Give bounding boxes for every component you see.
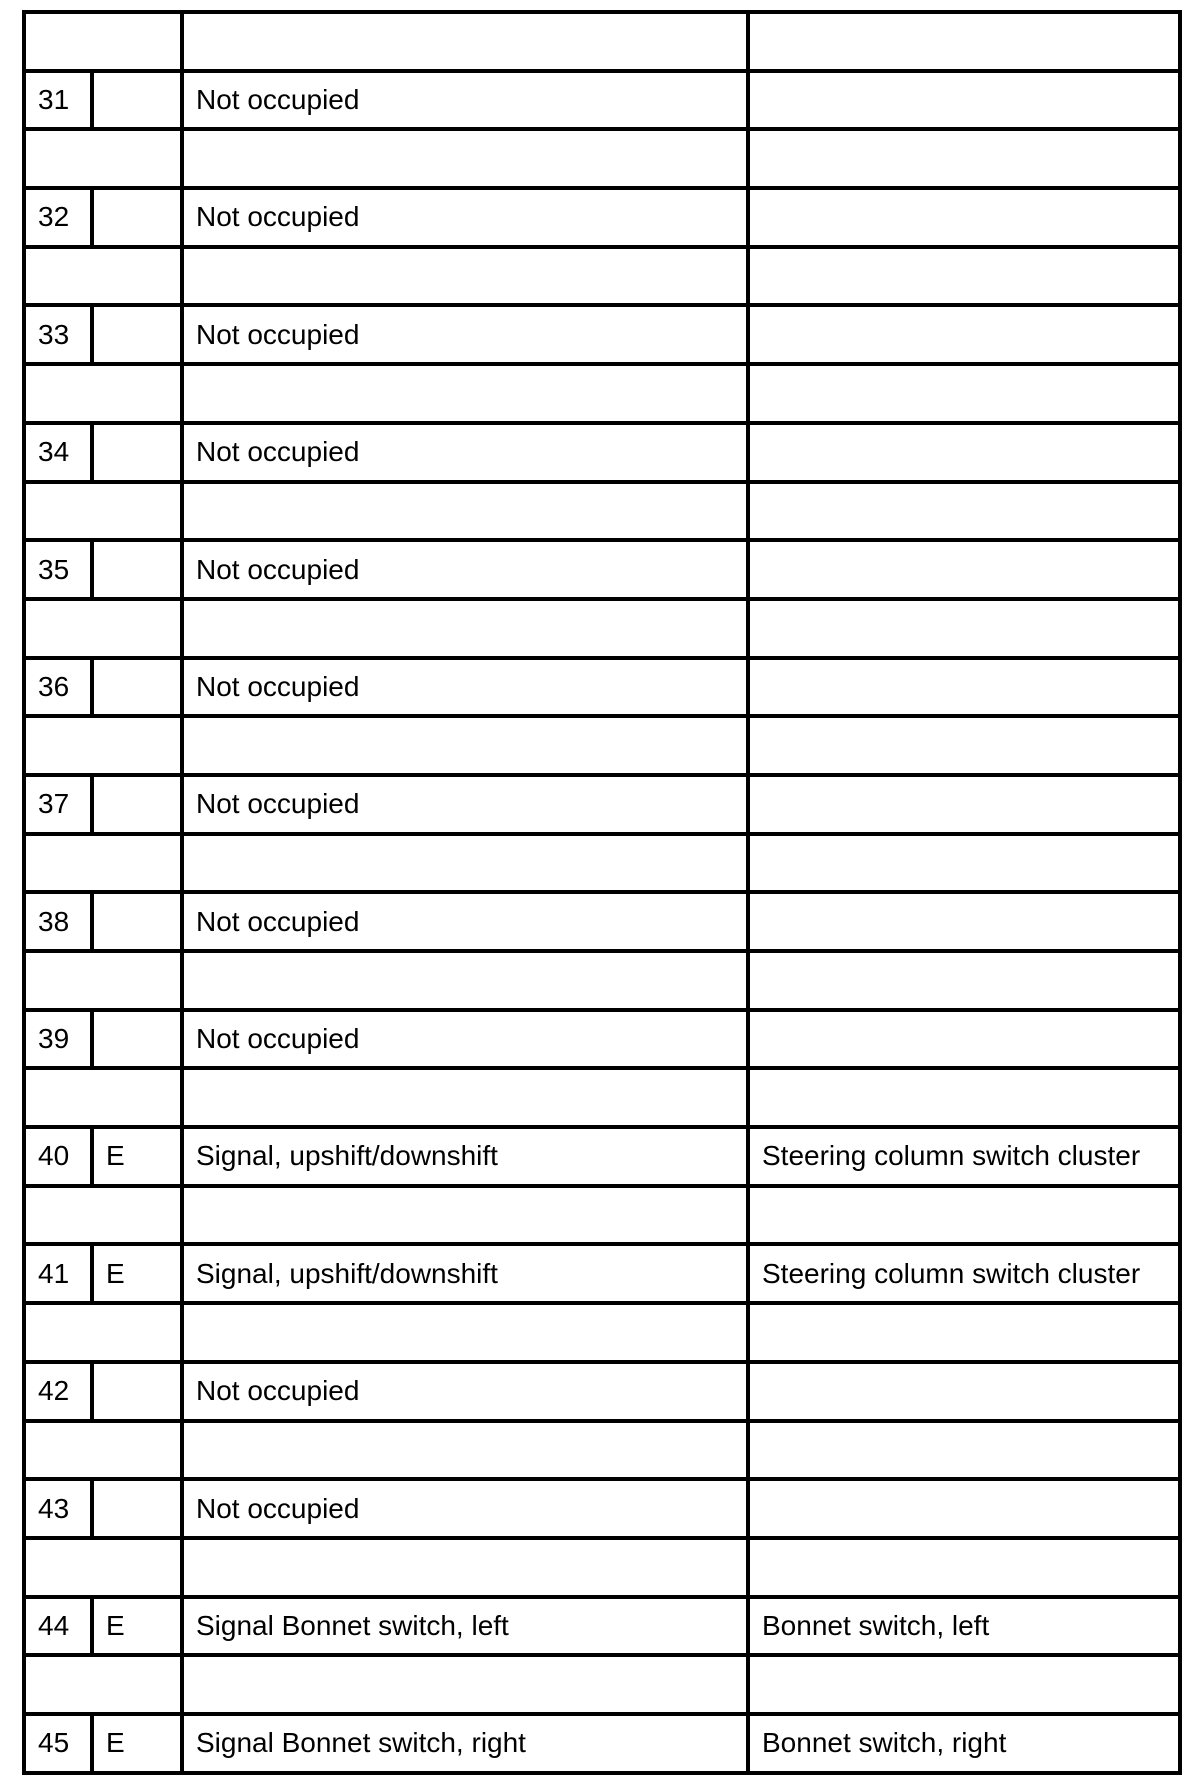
- description-cell: Not occupied: [182, 305, 748, 364]
- table-row: [24, 775, 1180, 834]
- description-cell: Not occupied: [182, 892, 748, 951]
- spacer-row: [24, 1068, 1180, 1127]
- header-cell-pin: [24, 12, 182, 71]
- table-row: [24, 1597, 1180, 1656]
- spacer-cell-pin: [24, 1538, 182, 1597]
- table-row: [24, 71, 1180, 130]
- description-cell: Not occupied: [182, 540, 748, 599]
- table-row: [24, 1479, 1180, 1538]
- type-cell: [92, 71, 182, 130]
- table-row: [24, 305, 1180, 364]
- table-row: [24, 1362, 1180, 1421]
- component-cell: Steering column switch cluster: [748, 1127, 1180, 1186]
- component-cell: [748, 540, 1180, 599]
- component-cell: [748, 423, 1180, 482]
- pin-assignment-table-container: [22, 10, 1178, 1772]
- spacer-row: [24, 364, 1180, 423]
- spacer-row: [24, 1421, 1180, 1480]
- spacer-cell-pin: [24, 1421, 182, 1480]
- spacer-cell-description: [182, 1303, 748, 1362]
- type-cell: [92, 1010, 182, 1069]
- spacer-row: [24, 1186, 1180, 1245]
- spacer-cell-description: [182, 364, 748, 423]
- spacer-cell-component: [748, 1068, 1180, 1127]
- pin-cell: 39: [24, 1010, 92, 1069]
- spacer-row: [24, 716, 1180, 775]
- header-cell-component: [748, 12, 1180, 71]
- table-row: [24, 658, 1180, 717]
- description-cell: Not occupied: [182, 188, 748, 247]
- spacer-cell-component: [748, 247, 1180, 306]
- type-cell: [92, 775, 182, 834]
- spacer-cell-component: [748, 716, 1180, 775]
- spacer-cell-description: [182, 834, 748, 893]
- component-cell: [748, 1010, 1180, 1069]
- type-cell: [92, 1362, 182, 1421]
- description-cell: Signal Bonnet switch, left: [182, 1597, 748, 1656]
- component-cell: [748, 1479, 1180, 1538]
- spacer-cell-pin: [24, 1186, 182, 1245]
- pin-cell: 32: [24, 188, 92, 247]
- spacer-row: [24, 951, 1180, 1010]
- spacer-row: [24, 482, 1180, 541]
- type-cell: [92, 188, 182, 247]
- component-cell: Steering column switch cluster: [748, 1244, 1180, 1303]
- spacer-row: [24, 1303, 1180, 1362]
- spacer-row: [24, 599, 1180, 658]
- pin-cell: 33: [24, 305, 92, 364]
- spacer-row: [24, 1538, 1180, 1597]
- spacer-cell-component: [748, 1538, 1180, 1597]
- component-cell: [748, 1362, 1180, 1421]
- pin-assignment-table: [22, 10, 1182, 1775]
- pin-cell: 42: [24, 1362, 92, 1421]
- spacer-cell-component: [748, 599, 1180, 658]
- table-row: [24, 892, 1180, 951]
- spacer-cell-description: [182, 1421, 748, 1480]
- type-cell: [92, 658, 182, 717]
- type-cell: [92, 892, 182, 951]
- header-row: [24, 12, 1180, 71]
- spacer-cell-description: [182, 1068, 748, 1127]
- pin-cell: 38: [24, 892, 92, 951]
- component-cell: [748, 71, 1180, 130]
- spacer-cell-description: [182, 1655, 748, 1714]
- pin-cell: 31: [24, 71, 92, 130]
- type-cell: [92, 305, 182, 364]
- spacer-cell-pin: [24, 1068, 182, 1127]
- description-cell: Not occupied: [182, 423, 748, 482]
- description-cell: Signal, upshift/downshift: [182, 1244, 748, 1303]
- spacer-cell-description: [182, 599, 748, 658]
- pin-cell: 37: [24, 775, 92, 834]
- spacer-row: [24, 834, 1180, 893]
- description-cell: Not occupied: [182, 1010, 748, 1069]
- table-row: [24, 423, 1180, 482]
- header-cell-description: [182, 12, 748, 71]
- type-cell: [92, 1479, 182, 1538]
- pin-cell: 34: [24, 423, 92, 482]
- table-row: [24, 1714, 1180, 1773]
- spacer-row: [24, 247, 1180, 306]
- spacer-cell-pin: [24, 599, 182, 658]
- table-row: [24, 188, 1180, 247]
- spacer-cell-pin: [24, 482, 182, 541]
- spacer-cell-component: [748, 364, 1180, 423]
- spacer-cell-component: [748, 1186, 1180, 1245]
- table-row: [24, 1244, 1180, 1303]
- spacer-cell-pin: [24, 1303, 182, 1362]
- spacer-row: [24, 129, 1180, 188]
- description-cell: Not occupied: [182, 71, 748, 130]
- spacer-cell-description: [182, 1538, 748, 1597]
- component-cell: [748, 658, 1180, 717]
- spacer-cell-pin: [24, 834, 182, 893]
- type-cell: E: [92, 1127, 182, 1186]
- spacer-cell-component: [748, 129, 1180, 188]
- spacer-cell-pin: [24, 1655, 182, 1714]
- spacer-cell-pin: [24, 716, 182, 775]
- spacer-cell-component: [748, 1303, 1180, 1362]
- table-row: [24, 1127, 1180, 1186]
- pin-cell: 43: [24, 1479, 92, 1538]
- description-cell: Signal Bonnet switch, right: [182, 1714, 748, 1773]
- spacer-cell-pin: [24, 364, 182, 423]
- spacer-cell-description: [182, 1186, 748, 1245]
- description-cell: Signal, upshift/downshift: [182, 1127, 748, 1186]
- component-cell: [748, 775, 1180, 834]
- spacer-cell-description: [182, 482, 748, 541]
- spacer-cell-component: [748, 1421, 1180, 1480]
- component-cell: [748, 305, 1180, 364]
- table-row: [24, 540, 1180, 599]
- pin-cell: 40: [24, 1127, 92, 1186]
- type-cell: E: [92, 1244, 182, 1303]
- pin-cell: 35: [24, 540, 92, 599]
- spacer-cell-component: [748, 951, 1180, 1010]
- type-cell: E: [92, 1597, 182, 1656]
- spacer-cell-pin: [24, 129, 182, 188]
- component-cell: Bonnet switch, left: [748, 1597, 1180, 1656]
- pin-cell: 41: [24, 1244, 92, 1303]
- spacer-cell-pin: [24, 951, 182, 1010]
- spacer-cell-description: [182, 951, 748, 1010]
- spacer-cell-description: [182, 129, 748, 188]
- component-cell: Bonnet switch, right: [748, 1714, 1180, 1773]
- type-cell: E: [92, 1714, 182, 1773]
- component-cell: [748, 188, 1180, 247]
- spacer-cell-component: [748, 834, 1180, 893]
- spacer-cell-description: [182, 716, 748, 775]
- spacer-row: [24, 1655, 1180, 1714]
- description-cell: Not occupied: [182, 1362, 748, 1421]
- pin-cell: 44: [24, 1597, 92, 1656]
- table-body: [24, 12, 1180, 1773]
- pin-cell: 45: [24, 1714, 92, 1773]
- spacer-cell-component: [748, 482, 1180, 541]
- pin-cell: 36: [24, 658, 92, 717]
- description-cell: Not occupied: [182, 775, 748, 834]
- description-cell: Not occupied: [182, 1479, 748, 1538]
- type-cell: [92, 540, 182, 599]
- spacer-cell-pin: [24, 247, 182, 306]
- component-cell: [748, 892, 1180, 951]
- spacer-cell-description: [182, 247, 748, 306]
- type-cell: [92, 423, 182, 482]
- spacer-cell-component: [748, 1655, 1180, 1714]
- description-cell: Not occupied: [182, 658, 748, 717]
- table-row: [24, 1010, 1180, 1069]
